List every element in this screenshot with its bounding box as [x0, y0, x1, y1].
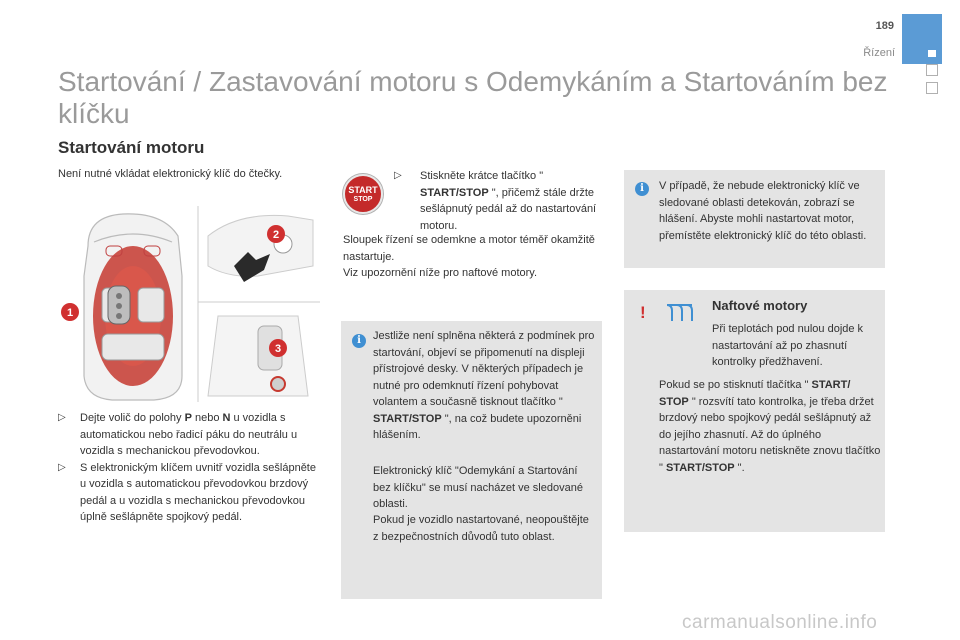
- car-interior-drawing: [58, 206, 320, 402]
- info-paragraph-1: [373, 328, 595, 444]
- exclamation-icon: !: [640, 303, 646, 322]
- warning-p2-before: Pokud se po stisknutí tlačítka ": [659, 379, 812, 391]
- right-triangle-icon: ▷: [58, 461, 66, 473]
- list-item: [58, 410, 323, 460]
- step-1-middle: nebo: [191, 412, 223, 424]
- warning-heading: Naftové motory: [712, 298, 808, 313]
- stop-label: STOP: [353, 196, 373, 203]
- warning-p2-middle: " rozsvítí tato kontrolka, je třeba držet brzdový nebo spojkový pedál sešlápnutý až do jejího zhasnutí. Až do úplného nastartování motoru netiskněte znovu tlačítko ": [659, 395, 881, 474]
- warning-paragraph-1: Při teplotách pod nulou dojde k nastartování až po zhasnutí kontrolky předžhavení.: [712, 323, 864, 368]
- page-thumb-1: [926, 64, 938, 76]
- step-1-p: P: [184, 412, 192, 424]
- press-step-bold: START/STOP: [420, 186, 489, 199]
- callout-2-label: 2: [272, 229, 280, 241]
- warning-p2-bold: START/ STOP: [659, 379, 851, 408]
- start-label: START: [348, 185, 378, 195]
- page-number: 189: [875, 20, 894, 32]
- section-tab: [902, 14, 942, 64]
- press-step-text: [398, 168, 598, 234]
- step-1-n: N: [222, 412, 231, 424]
- car-interior-illustration: [58, 206, 320, 402]
- info-p1-before: Jestliže není splněna některá z podmínek pro startování, objeví se připomenutí na displeji přístrojové desky. V některých případech je nutné pro odemknutí řízení pohybovat volantem a současně tisknout tlačítko ": [373, 330, 595, 408]
- callout-3-label: 3: [274, 343, 282, 355]
- list-item: [58, 460, 323, 526]
- press-step-after: ", přičemž stále držte sešlápnutý pedál až do nastartování motoru.: [420, 186, 597, 232]
- section-tab-marker: [928, 50, 936, 57]
- warning-paragraph-2: [659, 377, 881, 476]
- warning-p2-after: ".: [734, 461, 745, 474]
- page-title: Startování / Zastavování motoru s Odemykáním a Startováním bez klíčku: [58, 66, 888, 129]
- info-p1-bold: START/STOP: [373, 412, 442, 425]
- intro-text: Není nutné vkládat elektronický klíč do čtečky.: [58, 168, 283, 180]
- info-box-conditions: [341, 321, 602, 599]
- section-label: Řízení: [863, 47, 895, 59]
- right-triangle-icon: ▷: [58, 412, 66, 423]
- right-triangle-icon: ▷: [394, 170, 402, 181]
- key-fob: [108, 286, 130, 324]
- start-stop-button-icon: [343, 174, 383, 214]
- column-text-line-1: Sloupek řízení se odemkne a motor téměř okamžitě nastartuje.: [343, 234, 595, 263]
- info-p1-after: ", na což budete upozorněni hlášením.: [373, 412, 582, 441]
- info-paragraph-2: Elektronický klíč "Odemykání a Startování bez klíčku" se musí nacházet ve sledované oblasti.: [373, 465, 583, 510]
- callout-1-label: 1: [66, 307, 74, 319]
- info-box-detection: [624, 170, 885, 268]
- gear-pedal-detail: [208, 316, 308, 396]
- info-icon: i: [352, 334, 366, 348]
- step-2-text: S elektronickým klíčem uvnitř vozidla sešlápněte u vozidla s automatickou převodovkou brzdový pedál a u vozidla s mechanickou převodovkou úplně sešlápněte spojkový pedál.: [80, 461, 316, 523]
- press-step-before: Stiskněte krátce tlačítko ": [420, 170, 544, 182]
- info-paragraph-3: Pokud je vozidlo nastartované, neopouštějte z bezpečnostních důvodů tuto oblast.: [373, 514, 589, 543]
- column-text-line-2: Viz upozornění níže pro naftové motory.: [343, 267, 538, 279]
- step-1-after: u vozidla s automatickou nebo řadicí páku do neutrálu u vozidla s mechanickou převodovkou.: [80, 412, 298, 457]
- start-button-detail: [208, 215, 313, 282]
- warning-box-diesel: [624, 290, 885, 532]
- column-text: [343, 232, 598, 282]
- page-thumb-2: [926, 82, 938, 94]
- step-1-before: Dejte volič do polohy: [80, 412, 185, 424]
- glow-plug-icon: [664, 302, 696, 324]
- watermark: carmanualsonline.info: [682, 612, 878, 633]
- step-list: [58, 410, 323, 526]
- info-icon: i: [635, 182, 649, 196]
- info-detection-text: V případě, že nebude elektronický klíč ve sledované oblasti detekován, zobrazí se hlášení. Abyste mohli nastartovat motor, přemístěte elektronický klíč do této oblasti.: [659, 180, 867, 242]
- section-heading: Startování motoru: [58, 138, 205, 157]
- car-top-view: [84, 214, 182, 400]
- press-step: [394, 168, 598, 234]
- warning-p2-bold2: START/STOP: [665, 461, 735, 474]
